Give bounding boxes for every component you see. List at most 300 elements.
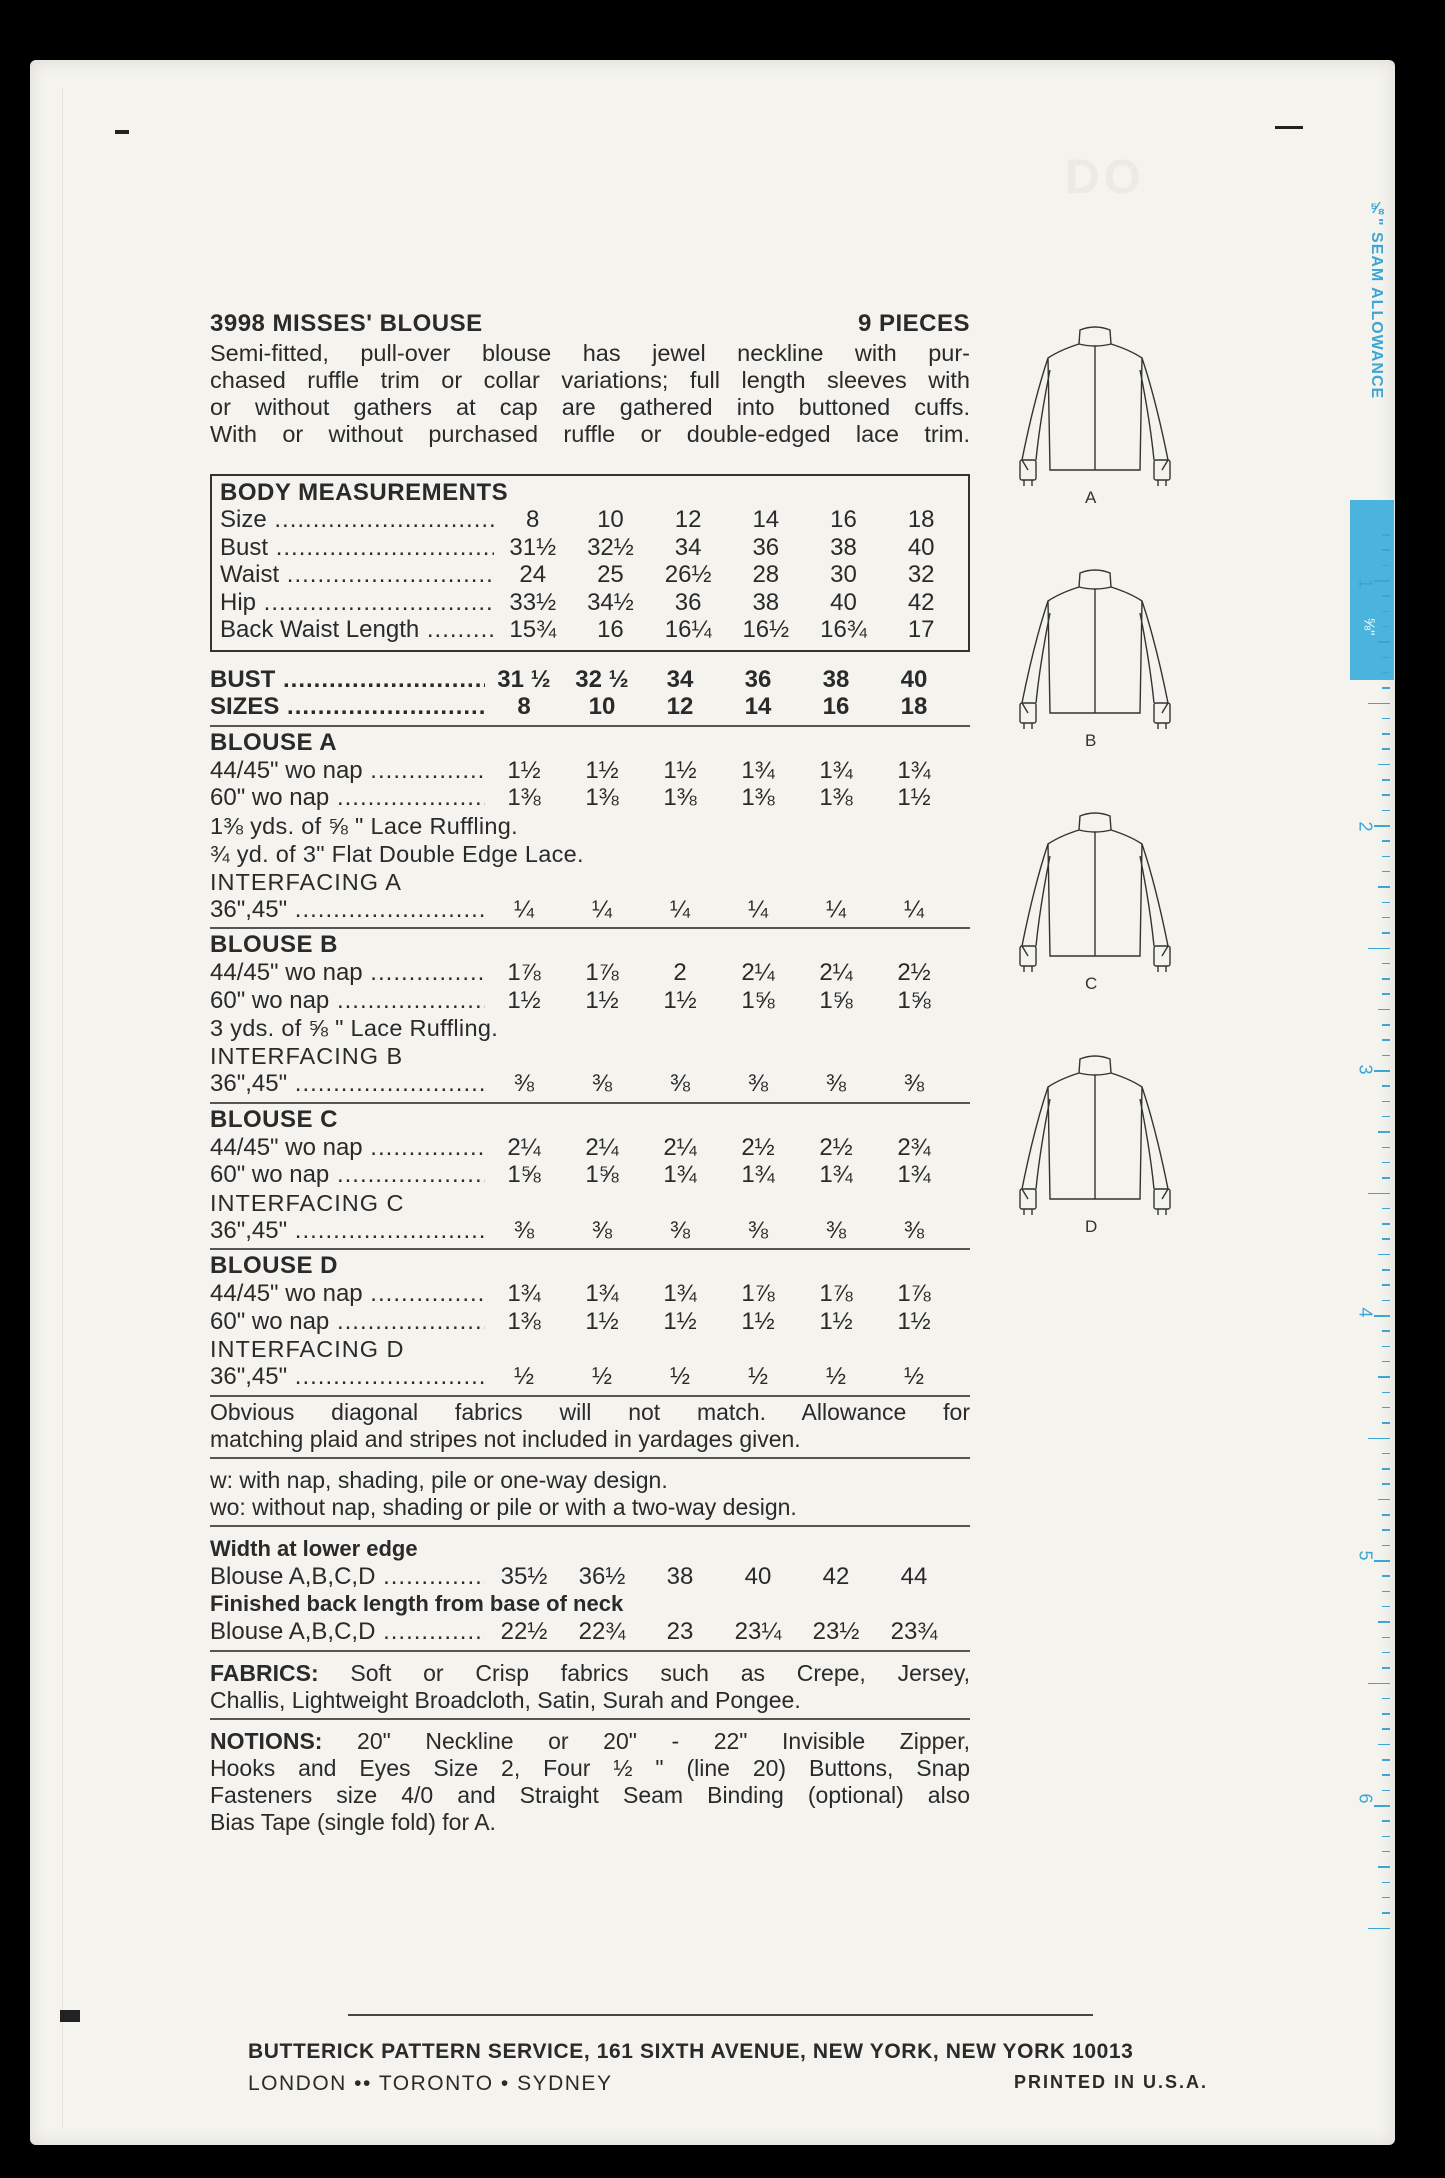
yardage-row	[210, 1134, 970, 1162]
ruler-tick	[1378, 1131, 1390, 1133]
row-value: 1½	[897, 784, 931, 811]
row-value: ⅜	[903, 1216, 924, 1244]
ruler-tick	[1382, 1223, 1390, 1225]
row-label: 60" wo nap .....	[210, 1161, 485, 1189]
ruler-tick	[1378, 1254, 1390, 1256]
ruler-tick	[1382, 611, 1390, 613]
ruler-tick	[1374, 580, 1390, 582]
row-value: 16	[597, 616, 624, 643]
row-value: ⅜	[669, 1070, 690, 1097]
row-value: 15¾	[509, 616, 557, 643]
notions-line: Hooks and Eyes Size 2, Four ½ " (line 20) Buttons, Snap	[210, 1754, 970, 1781]
ruler-tick	[1382, 779, 1390, 781]
row-label: 36",45" .....	[210, 1070, 485, 1098]
row-value: 25	[597, 561, 624, 588]
row-value: 1¾	[585, 1280, 619, 1307]
row-value: 1½	[741, 1307, 775, 1335]
ruler-tick	[1382, 1912, 1390, 1914]
row-label: 60" wo nap .....	[210, 1308, 485, 1336]
blouse-a-note: 1⅜ yds. of ⅝ " Lace Ruffling.	[210, 812, 518, 839]
row-value: 1½	[663, 756, 697, 784]
ruler-tick	[1378, 1009, 1390, 1011]
ruler-tick	[1382, 1116, 1390, 1118]
ruler-tick	[1382, 1085, 1390, 1087]
row-value: ⅜	[591, 1216, 612, 1244]
row-value: 1½	[585, 1307, 619, 1335]
row-value: ⅜	[903, 1070, 924, 1097]
row-value: ⅜	[825, 1070, 846, 1097]
ruler-tick	[1382, 549, 1390, 551]
diagonal-fabric-note	[210, 1397, 970, 1459]
yardage-row	[210, 1280, 970, 1308]
row-label: BUST .....	[210, 666, 485, 694]
ruler-tick	[1378, 641, 1390, 643]
fabrics-label: FABRICS:	[210, 1659, 319, 1686]
row-value: 2¼	[507, 1133, 541, 1161]
ruler-tick	[1382, 1208, 1390, 1210]
fabrics-line: Soft or Crisp fabrics such as Crepe, Jersey,	[350, 1659, 971, 1686]
ruler-tick	[1382, 993, 1390, 995]
notions-line: Bias Tape (single fold) for A.	[210, 1808, 496, 1835]
row-value: 2½	[819, 1133, 853, 1161]
ruler-tick	[1382, 1024, 1390, 1026]
note-line: Obvious diagonal fabrics will not match. Allowance for	[210, 1398, 970, 1425]
row-label: Blouse A,B,C,D .....	[210, 1618, 485, 1646]
row-value: ½	[747, 1363, 768, 1390]
measurement-row	[220, 506, 960, 534]
row-value: 12	[666, 693, 694, 720]
ruler-tick	[1382, 1545, 1390, 1547]
ruler-tick	[1382, 1606, 1390, 1608]
ruler-tick	[1382, 1039, 1390, 1041]
row-value: 42	[907, 588, 935, 616]
ruler-tick	[1382, 1514, 1390, 1516]
ruler-tick	[1382, 1453, 1390, 1455]
row-label: 36",45" .....	[210, 1217, 485, 1245]
row-value: 12	[674, 506, 702, 533]
ruler-tick	[1382, 1882, 1390, 1884]
row-value: 2½	[897, 959, 931, 986]
row-value: ⅜	[669, 1216, 690, 1244]
view-letter: A	[1085, 488, 1097, 507]
row-value: ½	[669, 1363, 690, 1390]
row-value: 2¼	[585, 1133, 619, 1161]
row-label: 36",45" .....	[210, 896, 485, 924]
row-value: 14	[752, 506, 780, 533]
row-value: 1⅞	[507, 959, 541, 986]
row-value: 40	[830, 588, 857, 616]
row-value: 1⅝	[585, 1161, 619, 1188]
measurement-row	[210, 666, 970, 694]
ruler-tick	[1382, 917, 1390, 919]
interfacing-a-title: INTERFACING A	[210, 868, 402, 895]
blouse-view-b	[1000, 553, 1190, 796]
row-value: 1½	[819, 1307, 853, 1335]
row-value: ¼	[513, 895, 534, 923]
row-value: 1⅞	[897, 1280, 931, 1307]
description-line: chased ruffle trim or collar variations; full length sleeves with	[210, 367, 970, 393]
blouse-view-d	[1000, 1039, 1190, 1282]
row-value: 2¼	[819, 959, 853, 986]
row-label: 44/45" wo nap .....	[210, 959, 485, 987]
row-value: 23½	[812, 1618, 860, 1645]
row-value: 1½	[585, 986, 619, 1014]
ruler-tick	[1382, 932, 1390, 934]
row-value: 16½	[742, 616, 790, 643]
row-value: 34	[666, 665, 694, 693]
ruler-tick	[1382, 1820, 1390, 1822]
row-label: Blouse A,B,C,D .....	[210, 1563, 485, 1591]
ruler-tick	[1382, 871, 1390, 873]
row-label: Bust .....	[220, 534, 494, 562]
notions-line: 20" Neckline or 20" - 22" Invisible Zipper,	[357, 1727, 970, 1754]
yardage-row	[210, 959, 970, 987]
row-value: 42	[822, 1562, 850, 1590]
blouse-b-title: BLOUSE B	[210, 931, 339, 958]
row-value: 1⅝	[897, 986, 931, 1014]
ruler-number: 6	[1355, 1792, 1376, 1804]
yardage-row	[210, 987, 970, 1015]
ruler-tick	[1368, 703, 1390, 705]
row-value: 1¾	[897, 1161, 931, 1188]
row-label: Back Waist Length .....	[220, 616, 494, 644]
row-value: 40	[907, 533, 935, 561]
row-value: 23¾	[890, 1618, 938, 1645]
ruler-tick	[1382, 1667, 1390, 1669]
ruler-tick	[1382, 1284, 1390, 1286]
row-value: 1⅝	[507, 1161, 541, 1188]
ruler-tick	[1374, 1315, 1390, 1317]
pieces-count: 9 PIECES	[857, 310, 970, 337]
seam-allowance-label: ⅝" SEAM ALLOWANCE	[1368, 200, 1385, 400]
width-row	[210, 1563, 970, 1591]
ruler-tick	[1382, 1330, 1390, 1332]
interfacing-row	[210, 1363, 970, 1391]
fabrics-line: Challis, Lightweight Broadcloth, Satin, Surah and Pongee.	[210, 1686, 801, 1713]
interfacing-c-title: INTERFACING C	[210, 1189, 405, 1216]
interfacing-row	[210, 1070, 970, 1098]
bleed-through-text: DO	[1065, 151, 1145, 204]
ruler-tick	[1382, 1300, 1390, 1302]
ruler-number: 4	[1355, 1306, 1376, 1318]
ruler-number: 5	[1355, 1549, 1376, 1561]
ruler-tick	[1382, 687, 1390, 689]
ruler-tick	[1382, 794, 1390, 796]
ruler-tick	[1382, 902, 1390, 904]
ruler-tick	[1382, 1407, 1390, 1409]
pattern-header	[210, 310, 970, 338]
row-value: 1¾	[819, 756, 853, 784]
row-label: SIZES .....	[210, 693, 485, 721]
row-value: ⅜	[591, 1070, 612, 1097]
row-value: 2¼	[663, 1133, 697, 1161]
row-value: 2½	[741, 1133, 775, 1161]
row-value: 33½	[509, 588, 557, 616]
row-value: ½	[591, 1363, 612, 1390]
ruler-tick	[1382, 1055, 1390, 1057]
ruler-tick	[1382, 1790, 1390, 1792]
back-length-title: Finished back length from base of neck	[210, 1591, 624, 1616]
row-value: ¼	[747, 895, 768, 923]
row-value: 1¾	[507, 1280, 541, 1307]
row-value: ¼	[669, 895, 690, 923]
yardage-row	[210, 1161, 970, 1189]
interfacing-d-title: INTERFACING D	[210, 1336, 405, 1362]
row-value: 1½	[507, 986, 541, 1014]
measurement-row	[220, 616, 960, 644]
yardage-row	[210, 757, 970, 785]
ruler-tick	[1382, 1238, 1390, 1240]
row-value: 31 ½	[497, 665, 551, 693]
row-value: 1½	[507, 756, 541, 784]
pattern-description	[210, 340, 970, 448]
row-value: 31½	[509, 533, 557, 561]
ruler-tick	[1382, 1652, 1390, 1654]
ruler-tick	[1382, 1698, 1390, 1700]
row-value: 22¾	[578, 1618, 626, 1645]
registration-mark	[115, 130, 129, 134]
ruler-tick	[1382, 595, 1390, 597]
row-value: 1½	[897, 1307, 931, 1335]
ruler-tick	[1368, 1683, 1390, 1685]
blouse-a-title: BLOUSE A	[210, 728, 338, 756]
ruler-tick	[1382, 1346, 1390, 1348]
row-value: 16	[822, 693, 850, 720]
ruler-tick	[1378, 1866, 1390, 1868]
row-value: 1¾	[741, 756, 775, 784]
row-value: 34	[674, 533, 702, 561]
ruler-tick	[1368, 1193, 1390, 1195]
row-value: 8	[526, 506, 540, 533]
row-value: ½	[825, 1363, 846, 1390]
row-label: Size .....	[220, 506, 494, 534]
row-value: ⅜	[747, 1070, 768, 1097]
blouse-c-title: BLOUSE C	[210, 1105, 339, 1133]
ruler-tick	[1382, 672, 1390, 674]
ruler-tick	[1378, 1744, 1390, 1746]
row-value: 32	[907, 561, 935, 588]
measurement-row	[210, 693, 970, 721]
nap-legend	[210, 1459, 970, 1527]
ruler-tick	[1378, 764, 1390, 766]
view-letter: D	[1085, 1217, 1098, 1236]
row-value: 38	[822, 665, 850, 693]
row-value: 1¾	[819, 1161, 853, 1188]
ruler-number: 2	[1355, 820, 1376, 832]
row-value: 35½	[500, 1562, 548, 1590]
ruler-tick	[1382, 1177, 1390, 1179]
width-length-section	[210, 1527, 970, 1652]
row-value: 22½	[500, 1618, 548, 1645]
row-value: 23	[666, 1618, 694, 1645]
row-value: 36	[752, 533, 780, 561]
ruler-tick	[1382, 565, 1390, 567]
row-value: 1½	[663, 986, 697, 1014]
row-value: 1⅜	[819, 784, 853, 811]
notions-line: Fasteners size 4/0 and Straight Seam Binding (optional) also	[210, 1781, 970, 1808]
pattern-title: 3998 MISSES' BLOUSE	[210, 310, 483, 337]
row-value: ½	[513, 1363, 534, 1390]
row-label: 60" wo nap .....	[210, 987, 485, 1015]
ruler-tick	[1382, 1361, 1390, 1363]
row-value: ⅜	[513, 1216, 534, 1244]
interfacing-row	[210, 1217, 970, 1245]
row-value: 1⅜	[585, 784, 619, 811]
ruler-tick	[1382, 1575, 1390, 1577]
ruler-tick	[1382, 1392, 1390, 1394]
measurement-row	[220, 534, 960, 562]
row-value: 1½	[585, 756, 619, 784]
body-measurements-title: BODY MEASUREMENTS	[220, 479, 509, 506]
row-value: 1⅞	[819, 1280, 853, 1307]
blouse-d-title: BLOUSE D	[210, 1252, 339, 1279]
row-value: 38	[752, 588, 780, 616]
row-label: 36",45" .....	[210, 1363, 485, 1391]
row-value: 38	[666, 1562, 694, 1590]
blouse-d-section	[210, 1250, 970, 1397]
row-value: 44	[900, 1562, 928, 1590]
row-value: ¼	[825, 895, 846, 923]
row-value: 23¼	[734, 1618, 782, 1645]
row-value: 16¼	[664, 616, 712, 643]
row-value: 1⅜	[741, 784, 775, 811]
interfacing-row	[210, 896, 970, 924]
ruler-tick	[1378, 1499, 1390, 1501]
row-value: ⅜	[747, 1216, 768, 1244]
row-value: 1⅞	[585, 959, 619, 986]
row-label: 44/45" wo nap .....	[210, 1134, 485, 1162]
ruler-tick	[1382, 1836, 1390, 1838]
ruler-tick	[1382, 534, 1390, 536]
ruler-tick	[1374, 1805, 1390, 1807]
row-value: 18	[907, 506, 935, 533]
row-value: 1⅜	[663, 784, 697, 811]
ruler-tick	[1382, 1759, 1390, 1761]
row-value: 1¾	[663, 1161, 697, 1188]
row-value: 1¾	[741, 1161, 775, 1188]
ruler-tick	[1382, 1728, 1390, 1730]
row-label: 60" wo nap .....	[210, 784, 485, 812]
ruler-tick	[1382, 1269, 1390, 1271]
row-value: 24	[519, 561, 547, 588]
nap-legend-line: w: with nap, shading, pile or one-way design.	[210, 1466, 668, 1493]
row-value: 2¼	[741, 959, 775, 986]
ruler-tick	[1382, 1147, 1390, 1149]
row-value: 26½	[664, 561, 712, 588]
ruler-tick	[1382, 978, 1390, 980]
row-label: Waist .....	[220, 561, 494, 589]
ruler-tick	[1382, 657, 1390, 659]
footer-divider	[348, 2014, 1093, 2016]
ruler-tick	[1382, 1101, 1390, 1103]
row-value: 16¾	[820, 616, 867, 643]
ruler-tick	[1382, 718, 1390, 720]
seam-band-label: ⅝"	[1360, 617, 1378, 636]
view-illustrations	[1000, 310, 1190, 1282]
row-value: 28	[752, 561, 780, 588]
ruler-tick	[1382, 1637, 1390, 1639]
notions-section	[210, 1720, 970, 1840]
row-value: 1½	[663, 1307, 697, 1335]
interfacing-b-title: INTERFACING B	[210, 1043, 404, 1069]
bust-sizes-section	[210, 652, 970, 727]
row-value: ¼	[903, 895, 924, 923]
blouse-view-a	[1000, 310, 1190, 553]
blouse-a-note: ¾ yd. of 3" Flat Double Edge Lace.	[210, 840, 584, 867]
row-value: 2¾	[897, 1133, 931, 1161]
measurement-row	[220, 561, 960, 589]
view-letter: B	[1085, 731, 1097, 750]
yardage-row	[210, 1308, 970, 1336]
row-value: 38	[830, 533, 857, 561]
measurement-row	[220, 589, 960, 617]
row-value: 17	[907, 616, 935, 643]
nap-legend-line: wo: without nap, shading or pile or with a two-way design.	[210, 1493, 797, 1520]
yardage-row	[210, 784, 970, 812]
blouse-b-note: 3 yds. of ⅝ " Lace Ruffling.	[210, 1015, 499, 1041]
row-value: 2	[673, 959, 687, 986]
ruler-tick	[1368, 1438, 1390, 1440]
row-value: 36	[744, 665, 772, 693]
description-line: or without gathers at cap are gathered into buttoned cuffs.	[210, 394, 970, 420]
ruler-tick	[1382, 626, 1390, 628]
blouse-a-section	[210, 727, 970, 930]
pattern-info	[210, 310, 970, 1840]
ruler-tick	[1382, 1591, 1390, 1593]
body-measurements-box	[210, 474, 970, 652]
note-line: matching plaid and stripes not included in yardages given.	[210, 1425, 801, 1452]
row-value: 1⅝	[819, 986, 853, 1014]
row-value: 40	[744, 1562, 772, 1590]
ruler-number: 1	[1355, 577, 1376, 589]
envelope-fold	[32, 88, 63, 2128]
row-value: 1⅞	[741, 1280, 775, 1307]
row-label: Hip .....	[220, 589, 494, 617]
row-value: 32 ½	[575, 665, 629, 693]
row-value: ⅜	[825, 1216, 846, 1244]
blouse-view-c	[1000, 796, 1190, 1039]
view-letter: C	[1085, 974, 1098, 993]
row-value: 40	[900, 665, 928, 693]
row-value: 1¾	[663, 1280, 697, 1307]
row-value: 36½	[578, 1562, 626, 1590]
registration-mark	[1275, 126, 1303, 129]
row-value: 36	[674, 588, 702, 616]
blouse-c-section	[210, 1104, 970, 1251]
ruler-tick	[1382, 856, 1390, 858]
row-value: 16	[830, 506, 857, 533]
ruler-tick	[1382, 1468, 1390, 1470]
ruler-tick	[1382, 963, 1390, 965]
description-line: With or without purchased ruffle or double-edged lace trim.	[210, 421, 970, 447]
row-label: 44/45" wo nap .....	[210, 757, 485, 785]
footer	[248, 2040, 1208, 2096]
footer-line2	[248, 2072, 1208, 2096]
row-value: 32½	[587, 533, 634, 561]
row-value: 30	[830, 561, 857, 588]
ruler-tick	[1378, 886, 1390, 888]
ruler-tick	[1382, 1774, 1390, 1776]
row-value: 10	[588, 693, 616, 720]
ruler-tick	[1382, 1422, 1390, 1424]
ruler-tick	[1382, 1162, 1390, 1164]
ruler-tick	[1374, 825, 1390, 827]
ruler-tick	[1382, 1713, 1390, 1715]
ruler-tick	[1382, 1897, 1390, 1899]
inch-ruler	[1350, 170, 1395, 2010]
ruler-tick	[1382, 733, 1390, 735]
ruler-tick	[1378, 1621, 1390, 1623]
